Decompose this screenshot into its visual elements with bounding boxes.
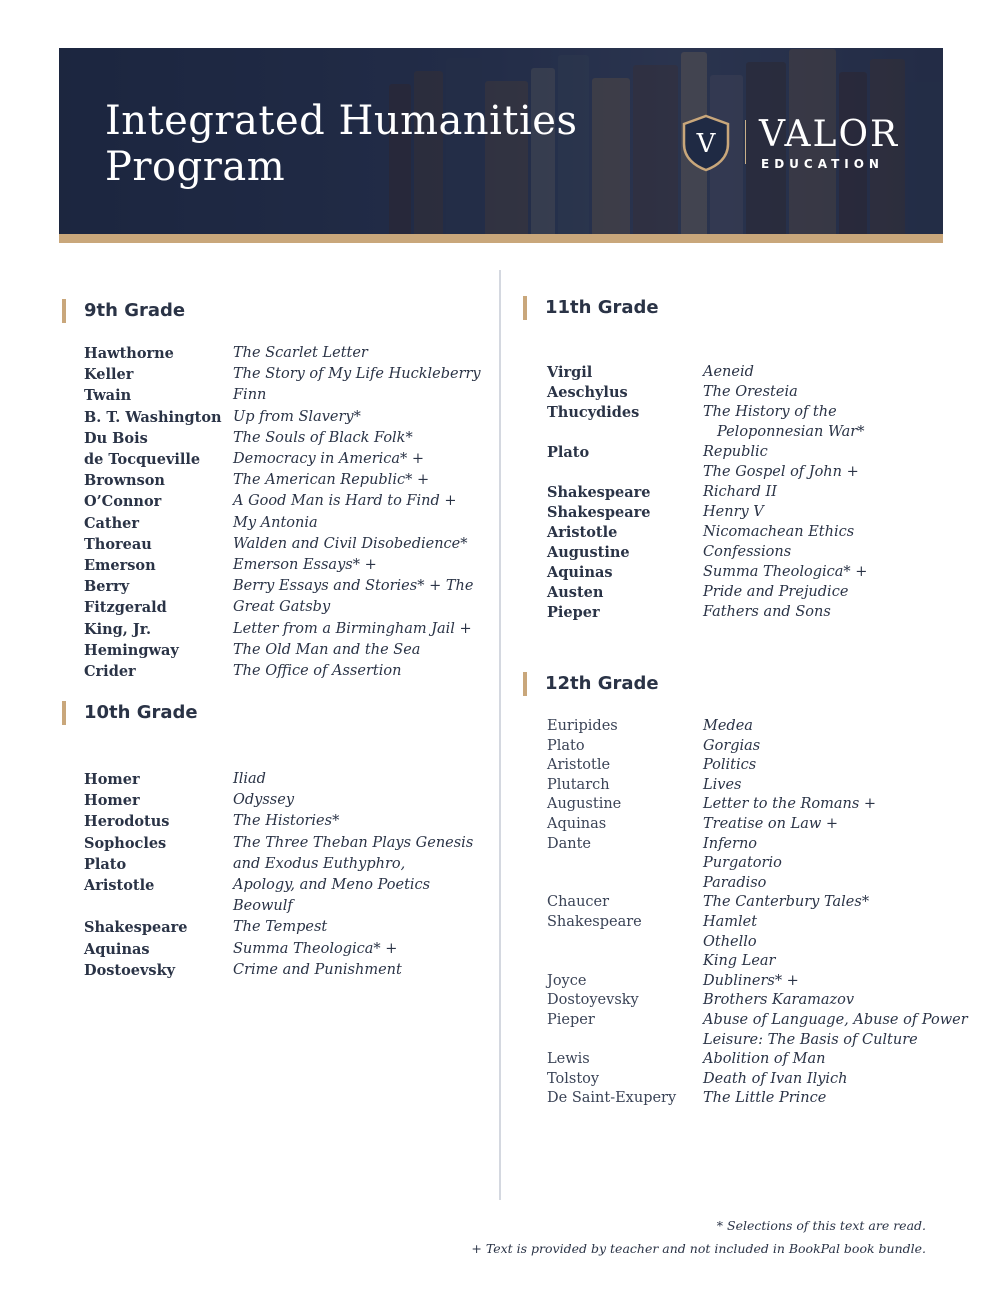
author-name: Berry: [84, 578, 130, 596]
author-name: Plutarch: [547, 776, 610, 793]
author-name: Hemingway: [84, 641, 179, 659]
banner-accent-bar: [59, 234, 943, 243]
book-title: Othello: [703, 933, 757, 950]
book-title: Finn: [233, 387, 267, 404]
author-name: Augustine: [547, 796, 622, 813]
book-title: My Antonia: [233, 514, 318, 531]
book-title: A Good Man is Hard to Find +: [233, 493, 457, 510]
book-title: Aeneid: [703, 364, 754, 380]
author-name: Tolstoy: [547, 1070, 600, 1087]
book-title: Emerson Essays* +: [233, 557, 377, 573]
logo-subtitle: EDUCATION: [761, 157, 884, 171]
author-name: Dostoyevsky: [547, 992, 639, 1009]
author-name: Plato: [84, 855, 127, 873]
book-title: Paradiso: [703, 874, 767, 891]
author-name: Shakespeare: [547, 504, 651, 521]
book-title: Confessions: [703, 544, 792, 560]
author-name: Sophocles: [84, 834, 167, 852]
book-title: The American Republic* +: [233, 472, 430, 489]
book-title: Henry V: [703, 504, 764, 520]
author-name: Herodotus: [84, 813, 170, 831]
author-name: Austen: [547, 584, 604, 601]
author-name: Twain: [84, 387, 132, 405]
book-title: Summa Theologica* +: [233, 940, 398, 957]
page-title: [105, 98, 578, 190]
book-title: Dubliners* +: [703, 972, 799, 989]
book-title: Republic: [703, 444, 768, 460]
book-title: Politics: [703, 757, 757, 774]
author-name: Dante: [547, 835, 592, 852]
book-title: Beowulf: [233, 898, 293, 915]
book-title: Lives: [703, 776, 742, 793]
book-title: The Scarlet Letter: [233, 345, 368, 361]
logo-letter: V: [696, 129, 716, 159]
book-title: Odyssey: [233, 792, 295, 809]
book-title: The Old Man and the Sea: [233, 641, 421, 658]
logo-divider: [745, 120, 746, 164]
author-name: Homer: [84, 771, 140, 788]
author-name: Virgil: [547, 364, 593, 381]
book-title: Pride and Prejudice: [703, 584, 849, 600]
book-title: The Histories*: [233, 813, 340, 830]
footnote-selections: * Selections of this text are read.: [716, 1218, 926, 1233]
book-title: The Canterbury Tales*: [703, 894, 870, 911]
author-name: Hawthorne: [84, 345, 174, 362]
book-title: Death of Ivan Ilyich: [703, 1070, 848, 1087]
column-divider: [499, 270, 501, 1200]
author-name: Plato: [547, 737, 585, 754]
author-name: Aristotle: [547, 524, 618, 541]
book-title: Richard II: [703, 484, 777, 500]
author-name: Emerson: [84, 557, 156, 574]
footnote-teacher: + Text is provided by teacher and not included in BookPal book bundle.: [471, 1241, 926, 1256]
author-name: O’Connor: [84, 493, 162, 511]
author-name: Pieper: [547, 1012, 595, 1028]
book-title: Medea: [703, 718, 753, 734]
book-title: The Little Prince: [703, 1090, 827, 1107]
book-title: The Gospel of John +: [703, 464, 859, 480]
book-title: Great Gatsby: [233, 599, 331, 616]
author-name: Shakespeare: [84, 919, 188, 937]
author-name: Aeschylus: [547, 384, 628, 401]
book-title: The Oresteia: [703, 384, 798, 400]
author-name: Dostoevsky: [84, 961, 176, 979]
author-name: Euripides: [547, 718, 618, 734]
book-title: Apology, and Meno Poetics: [233, 877, 431, 893]
header-banner: [59, 48, 943, 234]
book-title: Walden and Civil Disobedience*: [233, 535, 468, 552]
author-name: Aquinas: [84, 940, 150, 958]
book-title: Berry Essays and Stories* + The: [233, 578, 474, 595]
footnotes: [471, 1218, 926, 1264]
logo-name: VALOR: [759, 114, 900, 155]
book-title: King Lear: [703, 953, 776, 970]
author-name: Fitzgerald: [84, 599, 167, 617]
author-name: Brownson: [84, 472, 165, 490]
book-title: Leisure: The Basis of Culture: [703, 1031, 918, 1048]
author-name: Homer: [84, 792, 140, 810]
grade-heading-11: 11th Grade: [523, 296, 659, 320]
book-title: Crime and Punishment: [233, 961, 402, 978]
book-title: The Office of Assertion: [233, 663, 402, 679]
book-title: The Tempest: [233, 919, 328, 936]
author-name: Keller: [84, 366, 134, 384]
author-name: King, Jr.: [84, 620, 152, 638]
author-name: B. T. Washington: [84, 408, 222, 426]
book-title: Letter to the Romans +: [703, 796, 877, 813]
author-name: Pieper: [547, 604, 600, 621]
book-title: Letter from a Birmingham Jail +: [233, 620, 472, 637]
book-title: The Story of My Life Huckleberry: [233, 366, 481, 383]
book-title: Gorgias: [703, 737, 761, 754]
title-line-1: Integrated Humanities: [105, 98, 578, 144]
author-name: Aquinas: [547, 816, 607, 832]
author-name: Shakespeare: [547, 914, 642, 930]
author-name: Du Bois: [84, 429, 148, 447]
book-title: The Three Theban Plays Genesis: [233, 834, 474, 851]
author-name: Aristotle: [547, 757, 611, 774]
author-name: Lewis: [547, 1051, 590, 1068]
book-title: Peloponnesian War*: [717, 424, 865, 440]
book-title: Up from Slavery*: [233, 408, 361, 425]
book-title: Iliad: [233, 771, 266, 787]
author-name: Augustine: [547, 544, 630, 561]
book-title: The Souls of Black Folk*: [233, 429, 413, 446]
author-name: Thucydides: [547, 404, 640, 421]
book-title: Abuse of Language, Abuse of Power: [703, 1012, 968, 1028]
author-name: Crider: [84, 663, 136, 680]
book-title: Nicomachean Ethics: [703, 524, 855, 540]
book-title: Fathers and Sons: [703, 604, 831, 620]
book-title: Democracy in America* +: [233, 451, 425, 467]
author-name: Plato: [547, 444, 590, 461]
author-name: De Saint-Exupery: [547, 1090, 677, 1107]
author-name: de Tocqueville: [84, 451, 201, 468]
grade-heading-9: 9th Grade: [62, 299, 185, 323]
author-name: Joyce: [547, 972, 587, 989]
author-name: Thoreau: [84, 535, 152, 553]
book-title: Treatise on Law +: [703, 816, 839, 832]
author-name: Aristotle: [84, 877, 155, 894]
author-name: Aquinas: [547, 564, 613, 581]
author-name: Cather: [84, 514, 140, 532]
shield-icon: [681, 114, 731, 172]
book-title: Brothers Karamazov: [703, 992, 855, 1009]
grade-heading-12: 12th Grade: [523, 672, 659, 696]
book-title: The History of the: [703, 404, 837, 420]
book-title: Abolition of Man: [703, 1051, 826, 1068]
book-title: and Exodus Euthyphro,: [233, 855, 406, 872]
author-name: Shakespeare: [547, 484, 651, 501]
title-line-2: Program: [105, 144, 286, 190]
valor-logo: [681, 114, 901, 174]
grade-heading-10: 10th Grade: [62, 701, 198, 725]
book-title: Hamlet: [703, 914, 758, 930]
author-name: Chaucer: [547, 894, 610, 911]
book-title: Purgatorio: [703, 855, 782, 872]
book-title: Inferno: [703, 835, 758, 852]
book-title: Summa Theologica* +: [703, 564, 868, 580]
